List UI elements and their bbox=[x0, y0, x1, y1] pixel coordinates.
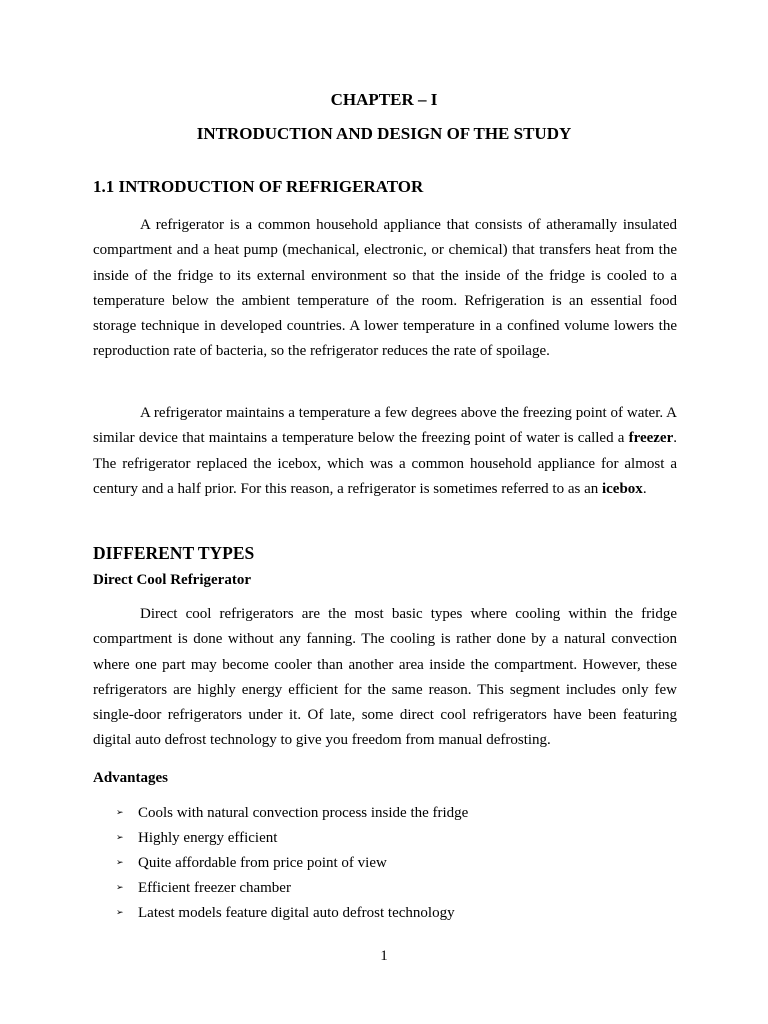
list-item-text: Quite affordable from price point of view bbox=[138, 855, 387, 871]
icebox-term: icebox bbox=[601, 480, 643, 497]
types-heading: DIFFERENT TYPES bbox=[93, 543, 255, 563]
list-item-text: Efficient freezer chamber bbox=[138, 880, 291, 896]
para2-text-a: A refrigerator maintains a temperature a few degrees above the freezing point of water. A similar device that maintains a temperature below the freezing point of water is called a bbox=[93, 405, 677, 447]
list-item bbox=[93, 801, 468, 826]
direct-cool-paragraph: Direct cool refrigerators are the most basic types where cooling within the fridge compartment is done without any fanning. The cooling is rather done by a natural convection where one part may become cooler than another area inside the compartment. However, these refrigerators are highly energy efficient for the same reason. This segment includes only few single-door refrigerators under it. Of late, some direct cool refrigerators have been featuring digital auto defrost technology to give you freedom from manual defrosting. bbox=[93, 606, 677, 749]
advantages-heading: Advantages bbox=[93, 770, 169, 786]
intro-paragraph-2 bbox=[93, 401, 677, 502]
list-item bbox=[93, 876, 468, 901]
freezer-term: freezer bbox=[628, 430, 674, 447]
arrow-bullet-icon: ➢ bbox=[116, 808, 124, 818]
list-item-text: Highly energy efficient bbox=[138, 830, 278, 846]
list-item bbox=[93, 851, 468, 876]
arrow-bullet-icon: ➢ bbox=[116, 908, 124, 918]
list-item-text: Latest models feature digital auto defrost technology bbox=[138, 905, 455, 921]
section-title: 1.1 INTRODUCTION OF REFRIGERATOR bbox=[93, 177, 424, 196]
arrow-bullet-icon: ➢ bbox=[116, 883, 124, 893]
advantages-list bbox=[93, 801, 468, 926]
chapter-heading: CHAPTER – I bbox=[330, 90, 438, 109]
intro-paragraph-1: A refrigerator is a common household appliance that consists of atheramally insulated compartment and a heat pump (mechanical, electronic, or chemical) that transfers heat from the inside of the fridge to its external environment so that the inside of the fridge is cooled to a temperature below the ambient temperature of the room. Refrigeration is an essential food storage technique in developed countries. A lower temperature in a confined volume lowers the reproduction rate of bacteria, so the refrigerator reduces the rate of spoilage. bbox=[93, 217, 677, 360]
list-item bbox=[93, 826, 468, 851]
direct-cool-subheading: Direct Cool Refrigerator bbox=[93, 572, 251, 588]
arrow-bullet-icon: ➢ bbox=[116, 858, 124, 868]
para2-text-c: . bbox=[642, 480, 647, 497]
arrow-bullet-icon: ➢ bbox=[116, 833, 124, 843]
para2-text-b: . The refrigerator replaced the icebox, which was a common household appliance for almost a century and a half prior. For this reason, a refrigerator is sometimes referred to as an bbox=[93, 430, 677, 497]
list-item-text: Cools with natural convection process inside the fridge bbox=[138, 805, 469, 821]
chapter-title: INTRODUCTION AND DESIGN OF THE STUDY bbox=[196, 124, 572, 143]
page-number: 1 bbox=[380, 948, 388, 964]
list-item bbox=[93, 901, 468, 926]
